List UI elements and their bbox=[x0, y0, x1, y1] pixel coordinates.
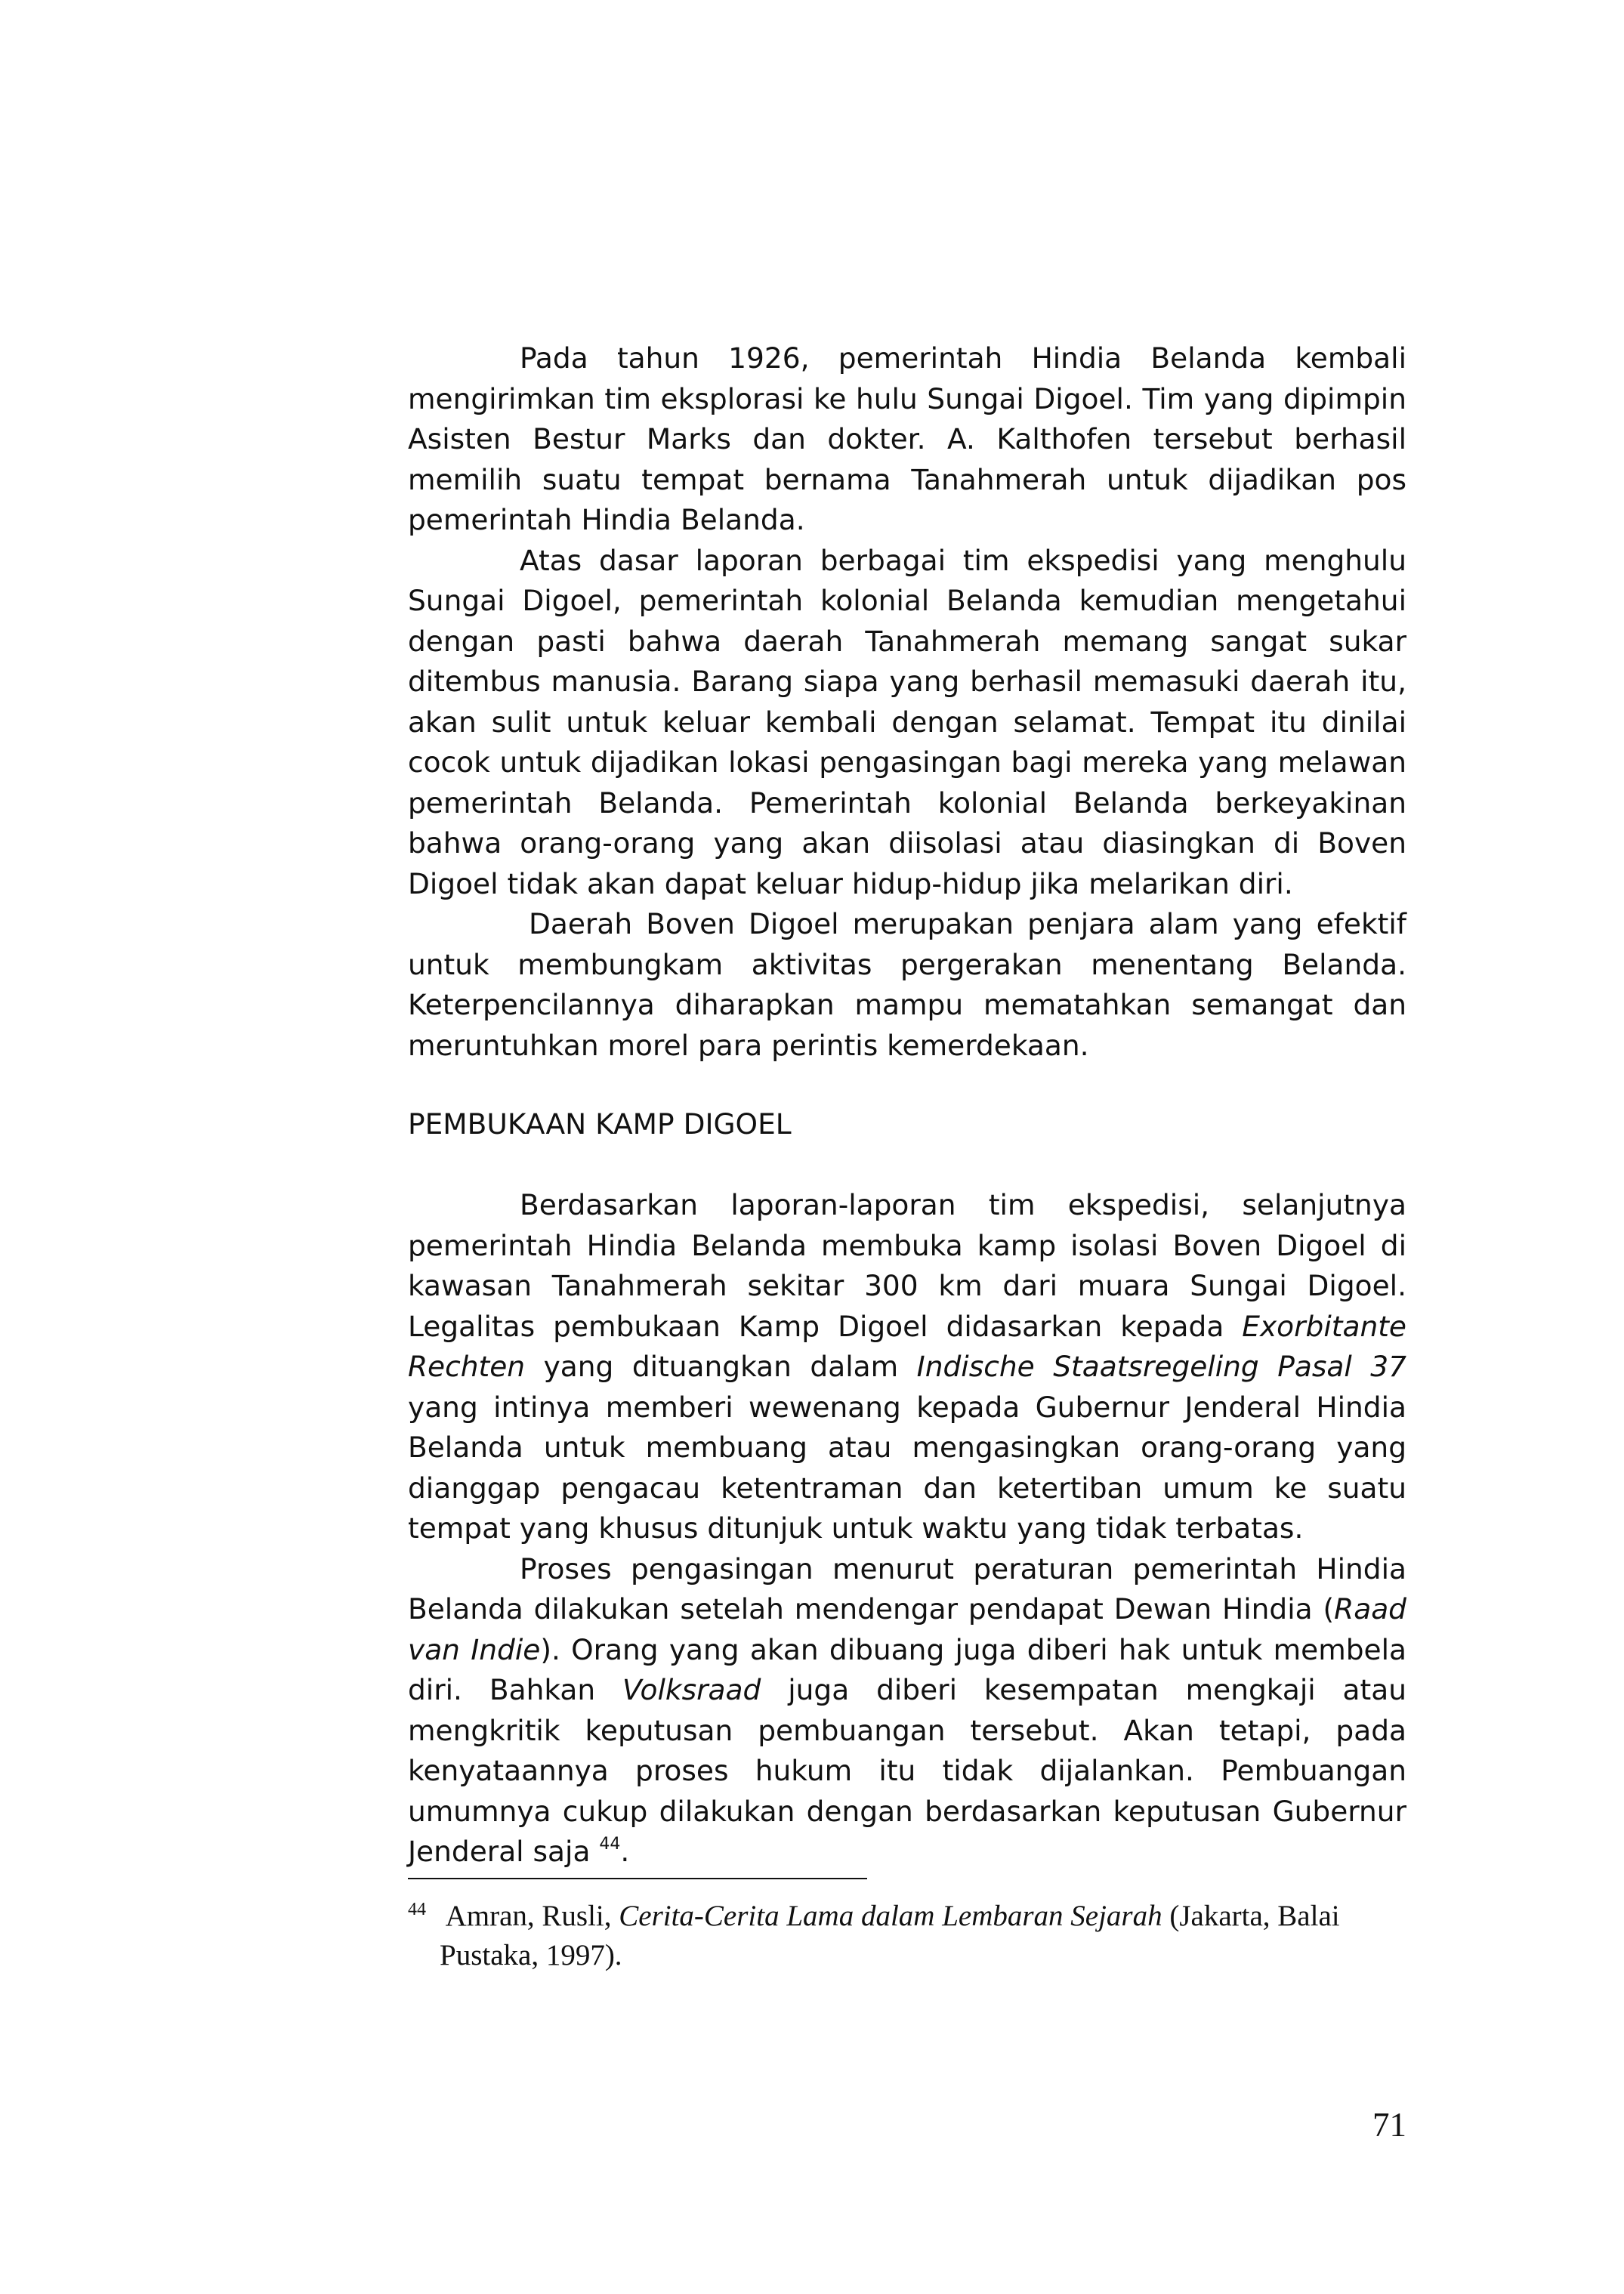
body-text-section-one bbox=[408, 338, 1406, 1066]
text-run: ). Orang yang akan dibuang juga diberi hak untuk membela diri. Bahkan bbox=[408, 1632, 1407, 1706]
italic-term: Volksraad bbox=[622, 1673, 761, 1706]
text-run: yang intinya memberi wewenang kepada Gubernur Jenderal Hindia Belanda untuk membuang atau mengasingkan orang-orang yang dianggap pengacau ketentraman dan ketertiban umum ke suatu tempat yang khusus ditunjuk untuk waktu yang tidak terbatas. bbox=[408, 1390, 1406, 1545]
footnote-number: 44 bbox=[408, 1900, 426, 1919]
text-run: Berdasarkan laporan-laporan tim ekspedisi, selanjutnya pemerintah Hindia Belanda membuka kamp isolasi Boven Digoel di kawasan Tanahmerah sekitar 300 km dari muara Sungai Digoel. Legalitas pembukaan Kamp Digoel didasarkan kepada bbox=[408, 1188, 1406, 1343]
footnote-reference[interactable]: 44 bbox=[599, 1835, 621, 1854]
body-text-section-two bbox=[408, 1185, 1406, 1873]
paragraph bbox=[408, 1185, 1406, 1549]
italic-term: Raad van Indie bbox=[408, 1592, 1406, 1666]
paragraph: Pada tahun 1926, pemerintah Hindia Belanda kembali mengirimkan tim eksplorasi ke hulu Sungai Digoel. Tim yang dipimpin Asisten Bestur Marks dan dokter. A. Kalthofen tersebut berhasil memilih suatu tempat bernama Tanahmerah untuk dijadikan pos pemerintah Hindia Belanda. bbox=[408, 341, 1406, 536]
text-run: Proses pengasingan menurut peraturan pemerintah Hindia Belanda dilakukan setelah mendengar pendapat Dewan Hindia ( bbox=[408, 1551, 1406, 1626]
italic-term: Exorbitante Rechten bbox=[408, 1309, 1406, 1383]
footnote bbox=[408, 1890, 1406, 1975]
footnote-text: Amran, Rusli, bbox=[440, 1900, 619, 1932]
paragraph bbox=[408, 1549, 1406, 1873]
paragraph: Atas dasar laporan berbagai tim ekspedisi yang menghulu Sungai Digoel, pemerintah kolonial Belanda kemudian mengetahui dengan pasti bahwa daerah Tanahmerah memang sangat sukar ditembus manusia. Barang siapa yang berhasil memasuki daerah itu, akan sulit untuk keluar kembali dengan selamat. Tempat itu dinilai cocok untuk dijadikan lokasi pengasingan bagi mereka yang melawan pemerintah Belanda. Pemerintah kolonial Belanda berkeyakinan bahwa orang-orang yang akan diisolasi atau diasingkan di Boven Digoel tidak akan dapat keluar hidup-hidup jika melarikan diri. bbox=[408, 543, 1406, 900]
paragraph: Daerah Boven Digoel merupakan penjara alam yang efektif untuk membungkam aktivitas pergerakan menentang Belanda. Keterpencilannya diharapkan mampu mematahkan semangat dan meruntuhkan morel para perintis kemerdekaan. bbox=[408, 907, 1406, 1062]
text-run: . bbox=[620, 1835, 630, 1868]
text-run: yang dituangkan dalam bbox=[525, 1350, 917, 1383]
footnote-book-title: Cerita-Cerita Lama dalam Lembaran Sejarah bbox=[619, 1900, 1162, 1932]
page-number: 71 bbox=[1372, 2106, 1406, 2144]
italic-term: Indische Staatsregeling Pasal 37 bbox=[916, 1350, 1406, 1383]
footnote-divider bbox=[408, 1878, 867, 1879]
text-run: juga diberi kesempatan mengkaji atau mengkritik keputusan pembuangan tersebut. Akan tetapi, pada kenyataannya proses hukum itu tidak dijalankan. Pembuangan umumnya cukup dilakukan dengan berdasarkan keputusan Gubernur Jenderal saja bbox=[408, 1673, 1406, 1868]
section-heading: PEMBUKAAN KAMP DIGOEL bbox=[408, 1107, 792, 1141]
footnote-text: (Jakarta, Balai Pustaka, 1997). bbox=[440, 1900, 1340, 1971]
